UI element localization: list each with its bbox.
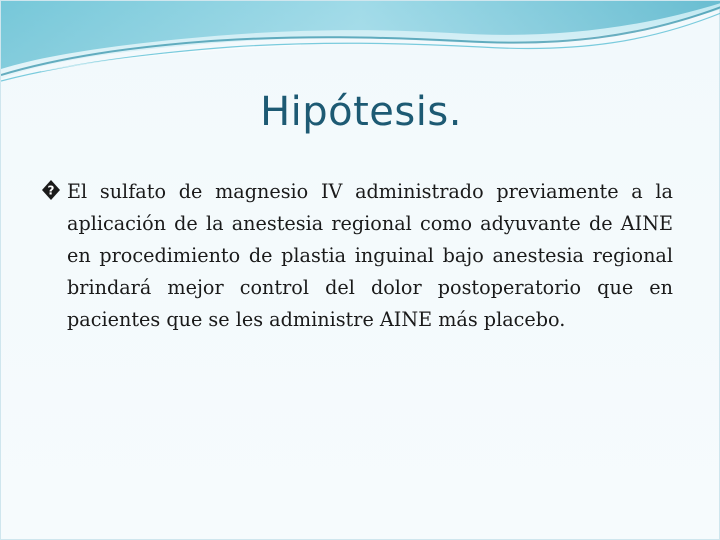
slide-title: Hipótesis. xyxy=(260,89,462,135)
header-wave-decoration xyxy=(1,1,720,91)
bullet-item xyxy=(41,176,673,336)
replacement-character-icon xyxy=(41,179,61,201)
bullet-text: El sulfato de magnesio IV administrado previamente a la aplicación de la anestesia regional como adyuvante de AINE en procedimiento de plastia inguinal bajo anestesia regional brindará mejor control del dolor postoperatorio que en pacientes que se les administre AINE más placebo. xyxy=(67,180,673,331)
slide-body xyxy=(41,176,673,336)
svg-text:?: ? xyxy=(47,183,55,198)
